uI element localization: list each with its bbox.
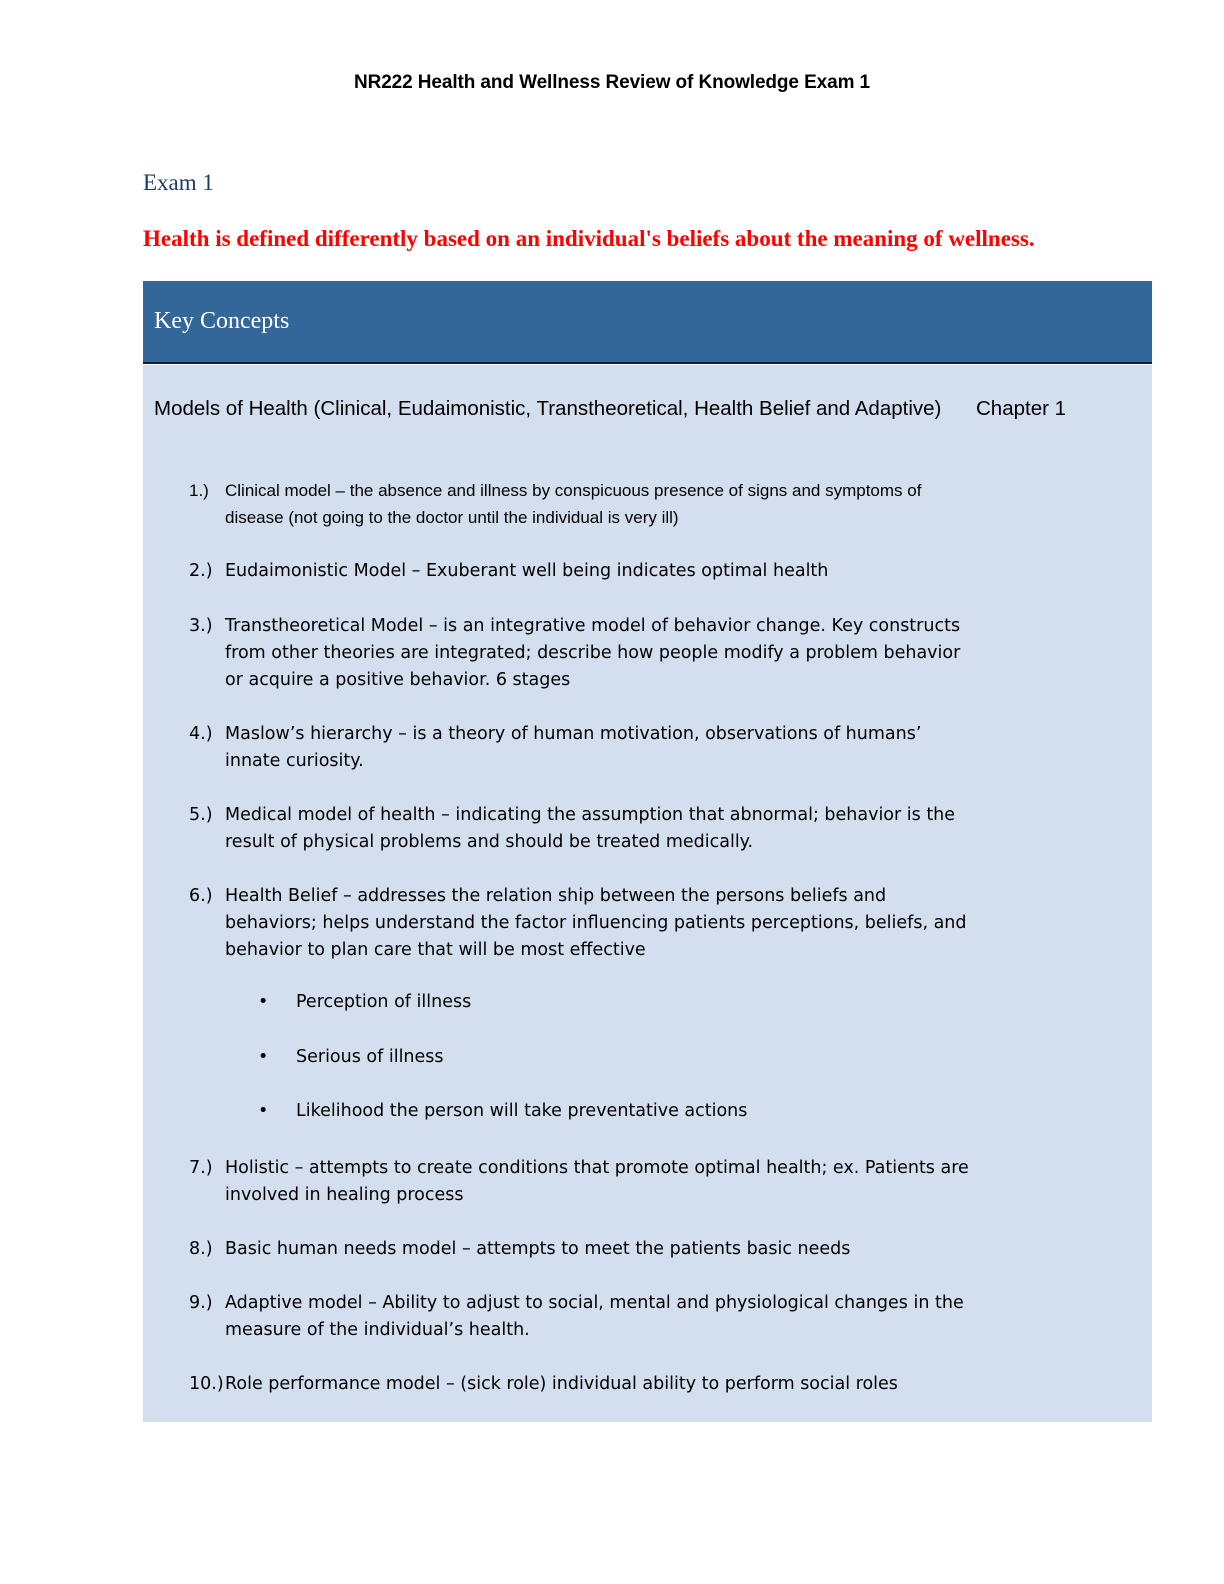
document-title: NR222 Health and Wellness Review of Knowledge Exam 1	[353, 72, 871, 93]
bullet-text: Serious of illness	[296, 1047, 444, 1067]
list-item-text: Role performance model – (sick role) individual ability to perform social roles	[225, 1374, 898, 1394]
list-item	[189, 1371, 969, 1398]
exam-heading: Exam 1	[143, 170, 214, 195]
list-item-text: Health Belief – addresses the relation ship between the persons beliefs and behaviors; helps understand the factor influencing patients perceptions, beliefs, and behavior to plan care that will be most effective	[225, 886, 967, 960]
list-item-text: Clinical model – the absence and illness by conspicuous presence of signs and symptoms of disease (not going to the doctor until the individual is very ill)	[225, 481, 922, 527]
list-item	[189, 1155, 969, 1209]
bullet-icon: •	[258, 1047, 269, 1067]
list-item	[189, 1236, 969, 1263]
list-item-text: Holistic – attempts to create conditions that promote optimal health; ex. Patients are involved in healing process	[225, 1158, 969, 1205]
list-item-number: 3.)	[189, 616, 213, 636]
list-item	[189, 558, 969, 585]
bullet-text: Likelihood the person will take preventative actions	[296, 1101, 748, 1121]
list-item	[189, 802, 969, 856]
bullet-item	[258, 989, 471, 1016]
list-item-text: Eudaimonistic Model – Exuberant well being indicates optimal health	[225, 561, 829, 581]
list-item-text: Maslow’s hierarchy – is a theory of human motivation, observations of humans’ innate curiosity.	[225, 724, 922, 771]
list-item-number: 10.)	[189, 1374, 224, 1394]
list-item-number: 7.)	[189, 1158, 213, 1178]
list-item-number: 9.)	[189, 1293, 213, 1313]
bullet-icon: •	[258, 992, 269, 1012]
list-item-text: Transtheoretical Model – is an integrative model of behavior change. Key constructs from other theories are integrated; describe how people modify a problem behavior or acquire a positive behavior. 6 stages	[225, 616, 961, 690]
bullet-icon: •	[258, 1101, 269, 1121]
key-concepts-body	[143, 365, 1152, 1422]
bullet-item	[258, 1044, 444, 1071]
list-item	[189, 721, 969, 775]
bullet-text: Perception of illness	[296, 992, 472, 1012]
key-concepts-header	[143, 281, 1152, 364]
highlight-statement: Health is defined differently based on an individual's beliefs about the meaning of wellness.	[143, 226, 1035, 251]
list-item-number: 2.)	[189, 561, 213, 581]
list-item-number: 4.)	[189, 724, 213, 744]
list-item	[189, 613, 969, 694]
list-item-text: Medical model of health – indicating the assumption that abnormal; behavior is the result of physical problems and should be treated medically.	[225, 805, 956, 852]
topic-title: Models of Health (Clinical, Eudaimonistic, Transtheoretical, Health Belief and Adaptive)	[154, 397, 942, 420]
list-item-number: 5.)	[189, 805, 213, 825]
chapter-label: Chapter 1	[976, 397, 1067, 420]
list-item-number: 8.)	[189, 1239, 213, 1259]
list-item	[189, 1290, 969, 1344]
list-item-number: 1.)	[189, 481, 209, 500]
list-item	[189, 477, 969, 531]
key-concepts-title: Key Concepts	[154, 308, 290, 334]
list-item-number: 6.)	[189, 886, 213, 906]
list-item-text: Basic human needs model – attempts to meet the patients basic needs	[225, 1239, 851, 1259]
list-item	[189, 883, 969, 964]
bullet-item	[258, 1098, 747, 1125]
list-item-text: Adaptive model – Ability to adjust to social, mental and physiological changes in the measure of the individual’s health.	[225, 1293, 964, 1340]
